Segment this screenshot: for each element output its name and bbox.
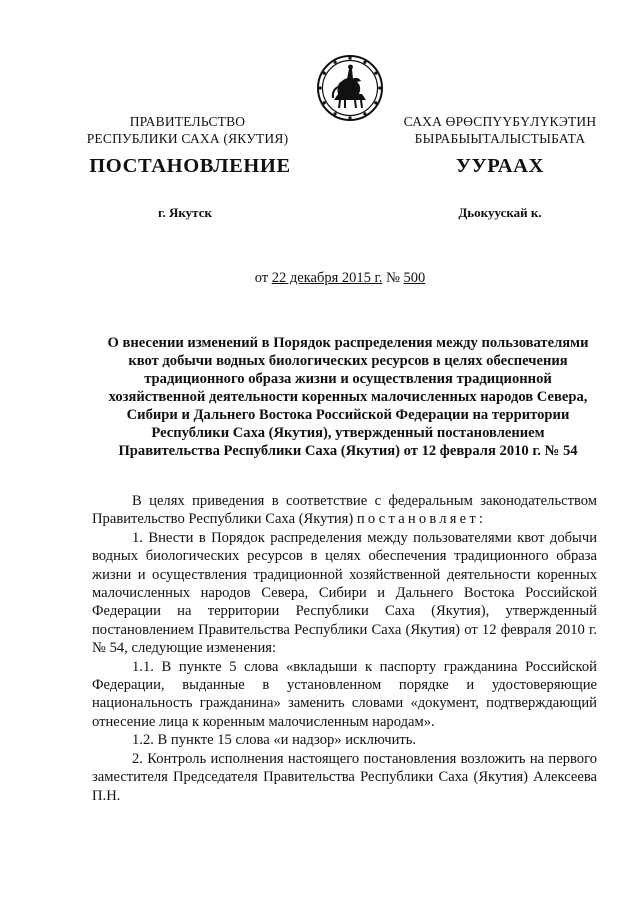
yakutia-coat-of-arms-icon xyxy=(316,54,384,122)
decree-type-ru: ПОСТАНОВЛЕНИЕ xyxy=(89,155,291,177)
title-line: Сибири и Дальнего Востока Российской Федерации на территории xyxy=(126,407,570,423)
title-line: Республики Саха (Якутия), утвержденный постановлением xyxy=(151,425,545,441)
decree-type-sa: УУРААХ xyxy=(455,155,544,177)
city-sa: Дьокуускай к. xyxy=(458,205,542,220)
intro-text: В целях приведения в соответствие с федеральным законодательством Правительство Республики Саха (Якутия) xyxy=(92,493,597,528)
decree-number: 500 xyxy=(403,270,426,286)
date-prefix: от xyxy=(254,270,272,286)
city-ru: г. Якутск xyxy=(158,205,212,220)
number-prefix: № xyxy=(382,270,404,286)
title-line: квот добычи водных биологических ресурсов в целях обеспечения xyxy=(128,353,568,369)
government-name-ru-line2: РЕСПУБЛИКИ САХА (ЯКУТИЯ) xyxy=(86,131,289,146)
government-name-sa xyxy=(380,113,620,147)
government-name-ru xyxy=(60,113,315,147)
government-name-sa-line2: БЫРАБЫЫТАЛЫСТЫБАТА xyxy=(414,131,586,146)
decree-date: 22 декабря 2015 г. xyxy=(271,270,383,286)
government-name-sa-line1: САХА ӨРӨСПҮҮБҮЛҮКЭТИН xyxy=(403,114,597,129)
intro-resolves: постановляет: xyxy=(356,511,487,528)
decree-date-line xyxy=(200,270,480,287)
decree-title xyxy=(92,334,604,460)
clause-2: 2. Контроль исполнения настоящего постановления возложить на первого заместителя Председателя Правительства Республики Саха (Якутия) Алексеева П.Н. xyxy=(92,750,597,804)
title-line: Правительства Республики Саха (Якутия) от 12 февраля 2010 г. № 54 xyxy=(118,443,578,459)
decree-body xyxy=(92,492,597,805)
clause-1: 1. Внести в Порядок распределения между пользователями квот добычи водных биологических ресурсов в целях обеспечения традиционного образа жизни и осуществления традиционной хозяйственной деятельности коренных малочисленных народов Севера, Сибири и Дальнего Востока Российской Федерации на территории Республики Саха (Якутия), утвержденный постановлением Правительства Республики Саха (Якутия) от 12 февраля 2010 г. № 54, следующие изменения: xyxy=(92,529,597,657)
title-line: хозяйственной деятельности коренных малочисленных народов Севера, xyxy=(108,389,588,405)
government-name-ru-line1: ПРАВИТЕЛЬСТВО xyxy=(129,114,246,129)
intro-paragraph xyxy=(92,492,597,529)
title-line: традиционного образа жизни и осуществления традиционной xyxy=(144,371,552,387)
clause-1-2: 1.2. В пункте 15 слова «и надзор» исключить. xyxy=(132,732,417,749)
title-line: О внесении изменений в Порядок распределения между пользователями xyxy=(107,335,589,351)
clause-1-1: 1.1. В пункте 5 слова «вкладыши к паспорту гражданина Российской Федерации, выданные в установленном порядке и удостоверяющие национальность гражданина» заменить словами «документ, подтверждающий отнесение лица к коренным малочисленным народам». xyxy=(92,658,597,730)
